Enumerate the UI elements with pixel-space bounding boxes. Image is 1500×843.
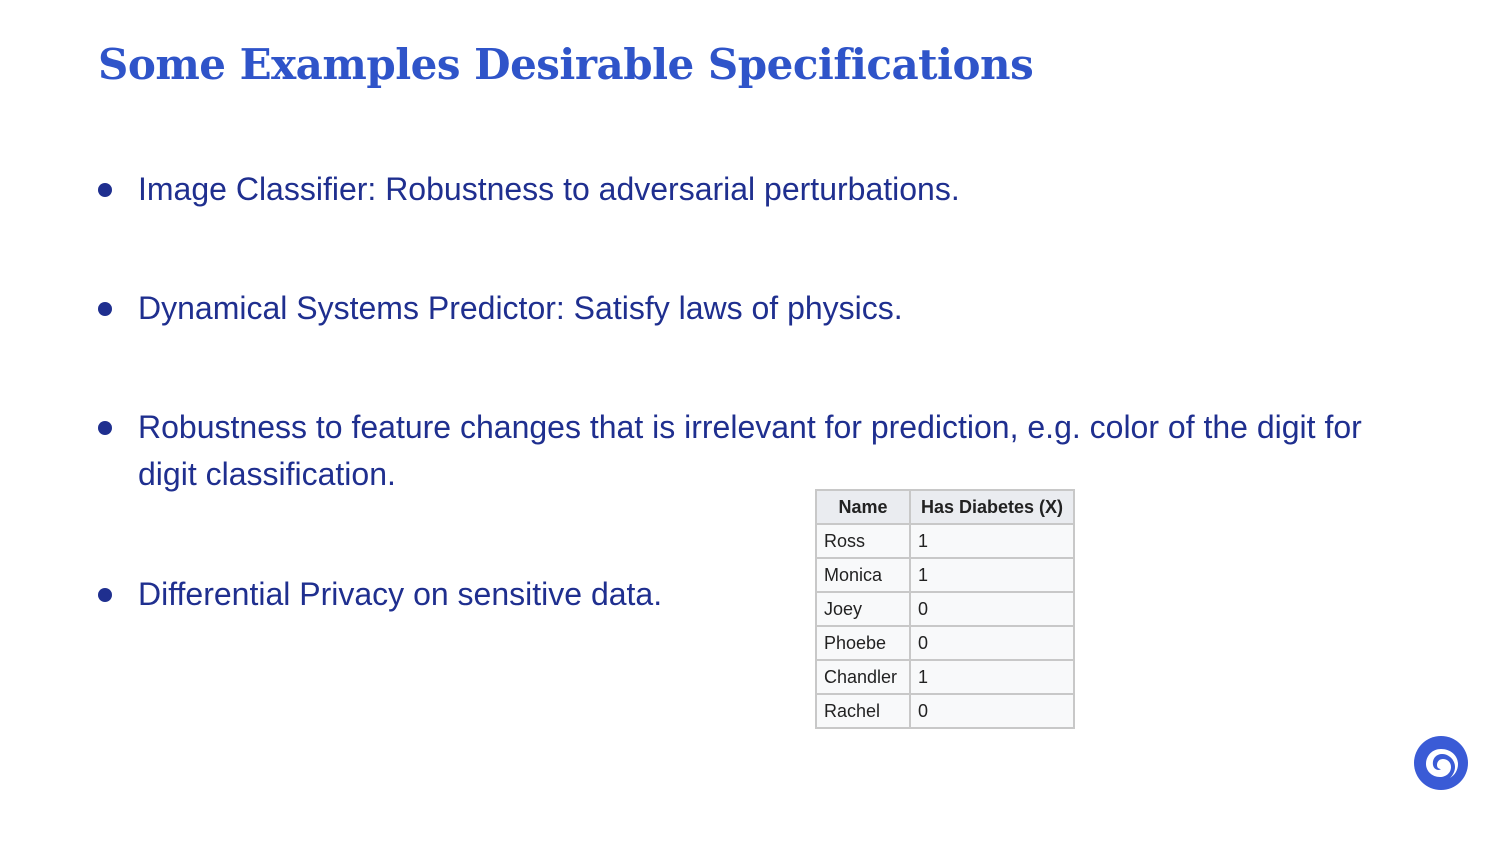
- slide-title: Some Examples Desirable Specifications: [98, 40, 1034, 89]
- column-header-name: Name: [816, 490, 910, 524]
- cell-name: Rachel: [816, 694, 910, 728]
- deepmind-logo-icon: [1413, 735, 1469, 791]
- cell-name: Ross: [816, 524, 910, 558]
- cell-name: Joey: [816, 592, 910, 626]
- cell-name: Monica: [816, 558, 910, 592]
- bullet-text: Dynamical Systems Predictor: Satisfy laws of physics.: [138, 290, 903, 326]
- bullet-dot-icon: [98, 302, 112, 316]
- bullet-text: Robustness to feature changes that is irrelevant for prediction, e.g. color of the digit for digit classification.: [138, 409, 1362, 492]
- table-row: [816, 558, 1074, 592]
- cell-value: 0: [910, 626, 1074, 660]
- bullet-item: [98, 285, 1398, 332]
- bullet-dot-icon: [98, 588, 112, 602]
- bullet-item: [98, 571, 1398, 618]
- bullet-item: [98, 166, 1398, 213]
- bullet-text: Differential Privacy on sensitive data.: [138, 576, 663, 612]
- table-row: [816, 694, 1074, 728]
- cell-name: Phoebe: [816, 626, 910, 660]
- cell-value: 0: [910, 592, 1074, 626]
- bullet-dot-icon: [98, 183, 112, 197]
- cell-value: 1: [910, 524, 1074, 558]
- cell-value: 0: [910, 694, 1074, 728]
- column-header-has-diabetes: Has Diabetes (X): [910, 490, 1074, 524]
- bullet-text: Image Classifier: Robustness to adversarial perturbations.: [138, 171, 960, 207]
- table-row: [816, 626, 1074, 660]
- cell-value: 1: [910, 558, 1074, 592]
- bullet-dot-icon: [98, 421, 112, 435]
- table-row: [816, 592, 1074, 626]
- diabetes-table: [815, 489, 1075, 729]
- table-row: [816, 660, 1074, 694]
- cell-value: 1: [910, 660, 1074, 694]
- table-header-row: [816, 490, 1074, 524]
- bullet-item: [98, 404, 1398, 498]
- cell-name: Chandler: [816, 660, 910, 694]
- table-row: [816, 524, 1074, 558]
